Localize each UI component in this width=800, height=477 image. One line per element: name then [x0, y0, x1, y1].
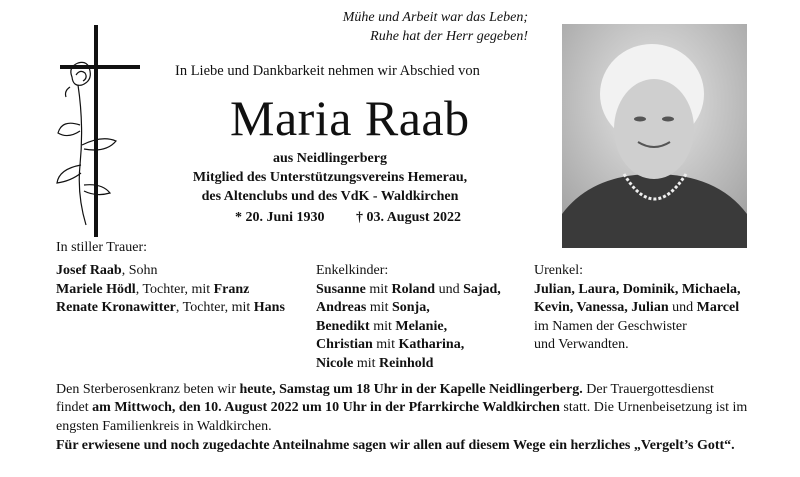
list-item [534, 281, 741, 300]
connector-text: mit [369, 318, 396, 334]
grandchild-name: Andreas [316, 300, 367, 315]
partner-name: Sajad, [463, 281, 501, 297]
quote-line-1: Mühe und Arbeit war das Leben; [342, 10, 528, 25]
life-dates [235, 210, 461, 226]
funeral-mass-time-place: am Mittwoch, den 10. August 2022 um 10 Uhr in der Pfarrkirche Waldkirchen [92, 400, 560, 416]
great-grandchild-names: Marcel [696, 300, 740, 315]
great-grandchild-names: Julian, Laura, Dominik, Michaela, [534, 281, 741, 297]
list-item [56, 281, 285, 300]
list-item: im Namen der Geschwister [534, 318, 687, 334]
partner-name: Melanie, [395, 318, 448, 334]
mourner-relation: , Tochter, mit [175, 300, 254, 315]
service-text: statt. Die Urnenbeisetzung ist im [559, 400, 748, 416]
great-grandchild-names: Kevin, Vanessa, Julian [534, 300, 669, 315]
thanks-text: Für erwiesene und noch zugedachte Anteilnahme sagen wir allen auf diesem Wege ein herzliches „Vergelt’s Gott“. [56, 438, 735, 453]
mourner-name: Mariele Hödl [56, 281, 136, 297]
partner-name: Roland [391, 281, 436, 297]
service-line-3: engsten Familienkreis in Waldkirchen. [56, 418, 272, 434]
service-text: Den Sterberosenkranz beten wir [56, 382, 240, 397]
children-list [56, 262, 285, 318]
connector-text: mit [372, 337, 399, 352]
grandchildren-list [316, 262, 501, 373]
connector-text: und [435, 281, 464, 297]
list-item: und Verwandten. [534, 337, 629, 352]
list-item [316, 281, 501, 300]
intro-text: In Liebe und Dankbarkeit nehmen wir Abschied von [175, 63, 480, 79]
list-item [56, 262, 285, 281]
service-line-1 [56, 381, 756, 399]
origin-line: aus Neidlingerberg [273, 151, 387, 166]
connector-text: mit [353, 355, 379, 371]
list-item [534, 299, 741, 318]
list-item [316, 336, 501, 355]
connector-text: mit [366, 300, 392, 315]
service-info [56, 381, 756, 436]
service-text: Der Trauergottesdienst [582, 382, 714, 397]
mourning-heading: In stiller Trauer: [56, 240, 147, 255]
partner-name: Sonja, [391, 300, 430, 315]
grandchild-name: Benedikt [316, 318, 370, 334]
deceased-name: Maria Raab [230, 90, 470, 146]
mourner-relation: , Tochter, mit [135, 281, 214, 297]
membership-line-2: des Altenclubs und des VdK - Waldkirchen [201, 189, 459, 204]
rosary-time-place: heute, Samstag um 18 Uhr in der Kapelle Neidlingerberg. [239, 382, 583, 397]
death-date: † 03. August 2022 [355, 210, 461, 225]
service-text: findet [56, 400, 93, 416]
list-item [56, 299, 285, 318]
cross-with-rose-icon [40, 25, 160, 240]
quote-line-2: Ruhe hat der Herr gegeben! [370, 29, 528, 44]
grandchild-name: Nicole [316, 355, 354, 371]
list-item [316, 318, 501, 337]
mourner-name: Renate Kronawitter [56, 300, 176, 315]
portrait-photo [562, 24, 747, 248]
great-grandchildren-heading: Urenkel: [534, 263, 583, 278]
partner-name: Franz [213, 281, 250, 297]
memorial-quote [208, 8, 528, 46]
mourner-relation: , Sohn [121, 263, 158, 278]
great-grandchildren-list [534, 262, 741, 355]
connector-text: mit [365, 281, 392, 297]
grandchild-name: Christian [316, 337, 373, 352]
birth-date: * 20. Juni 1930 [235, 210, 325, 225]
grandchild-name: Susanne [316, 281, 366, 297]
service-line-2 [56, 399, 756, 417]
mourner-name: Josef Raab [56, 263, 122, 278]
partner-name: Reinhold [379, 355, 434, 371]
partner-name: Hans [253, 300, 285, 315]
connector-text: und [668, 300, 697, 315]
deceased-details [160, 149, 500, 206]
membership-line-1: Mitglied des Unterstützungsvereins Hemerau, [192, 170, 468, 185]
partner-name: Katharina, [398, 337, 465, 352]
list-item [316, 355, 501, 374]
list-item [316, 299, 501, 318]
grandchildren-heading: Enkelkinder: [316, 263, 389, 278]
